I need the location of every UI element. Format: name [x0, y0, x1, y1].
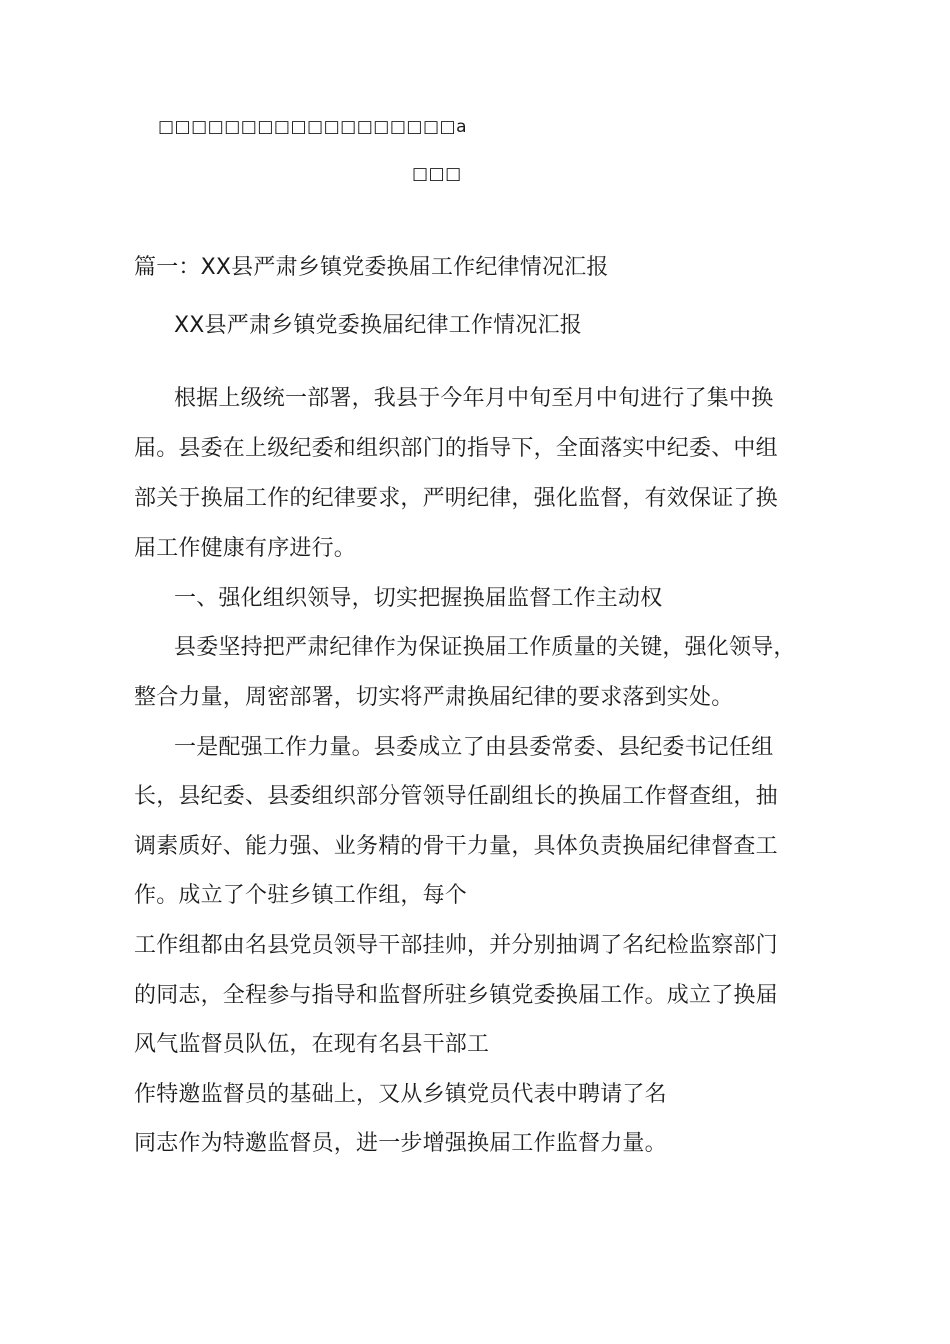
paragraph-line: 同志作为特邀监督员，进一步增强换届工作监督力量。: [134, 1131, 667, 1156]
paragraph-line: 作特邀监督员的基础上，又从乡镇党员代表中聘请了名: [134, 1082, 667, 1107]
paragraph-line: 县委坚持把严肃纪律作为保证换届工作质量的关键，强化领导，: [174, 635, 796, 660]
section-heading: 一、强化组织领导，切实把握换届监督工作主动权: [174, 586, 663, 611]
paragraph-line: 部关于换届工作的纪律要求，严明纪律，强化监督，有效保证了换: [134, 486, 778, 511]
paragraph-line: 届工作健康有序进行。: [134, 536, 357, 561]
paragraph-line: 作。成立了个驻乡镇工作组，每个: [134, 883, 468, 908]
paragraph-line: 根据上级统一部署，我县于今年月中旬至月中旬进行了集中换: [174, 386, 774, 411]
document-subtitle: XX县严肃乡镇党委换届纪律工作情况汇报: [174, 313, 582, 338]
paragraph-line: 的同志，全程参与指导和监督所驻乡镇党委换届工作。成立了换届: [134, 983, 778, 1008]
paragraph-line: 一是配强工作力量。县委成立了由县委常委、县纪委书记任组: [174, 735, 774, 760]
paragraph-line: 届。县委在上级纪委和组织部门的指导下，全面落实中纪委、中组: [134, 436, 778, 461]
paragraph-line: 工作组都由名县党员领导干部挂帅，并分别抽调了名纪检监察部门: [134, 933, 778, 958]
document-title: 篇一：XX县严肃乡镇党委换届工作纪律情况汇报: [134, 255, 609, 280]
paragraph-line: 调素质好、能力强、业务精的骨干力量，具体负责换届纪律督查工: [134, 834, 778, 859]
paragraph-line: 长，县纪委、县委组织部分管领导任副组长的换届工作督查组，抽: [134, 784, 778, 809]
header-garbled-subtext: □□□: [412, 164, 462, 184]
header-garbled-text: □□□□□□□□□□□□□□□□□□a: [158, 117, 468, 137]
paragraph-line: 风气监督员队伍，在现有名县干部工: [134, 1032, 490, 1057]
paragraph-line: 整合力量，周密部署，切实将严肃换届纪律的要求落到实处。: [134, 685, 734, 710]
